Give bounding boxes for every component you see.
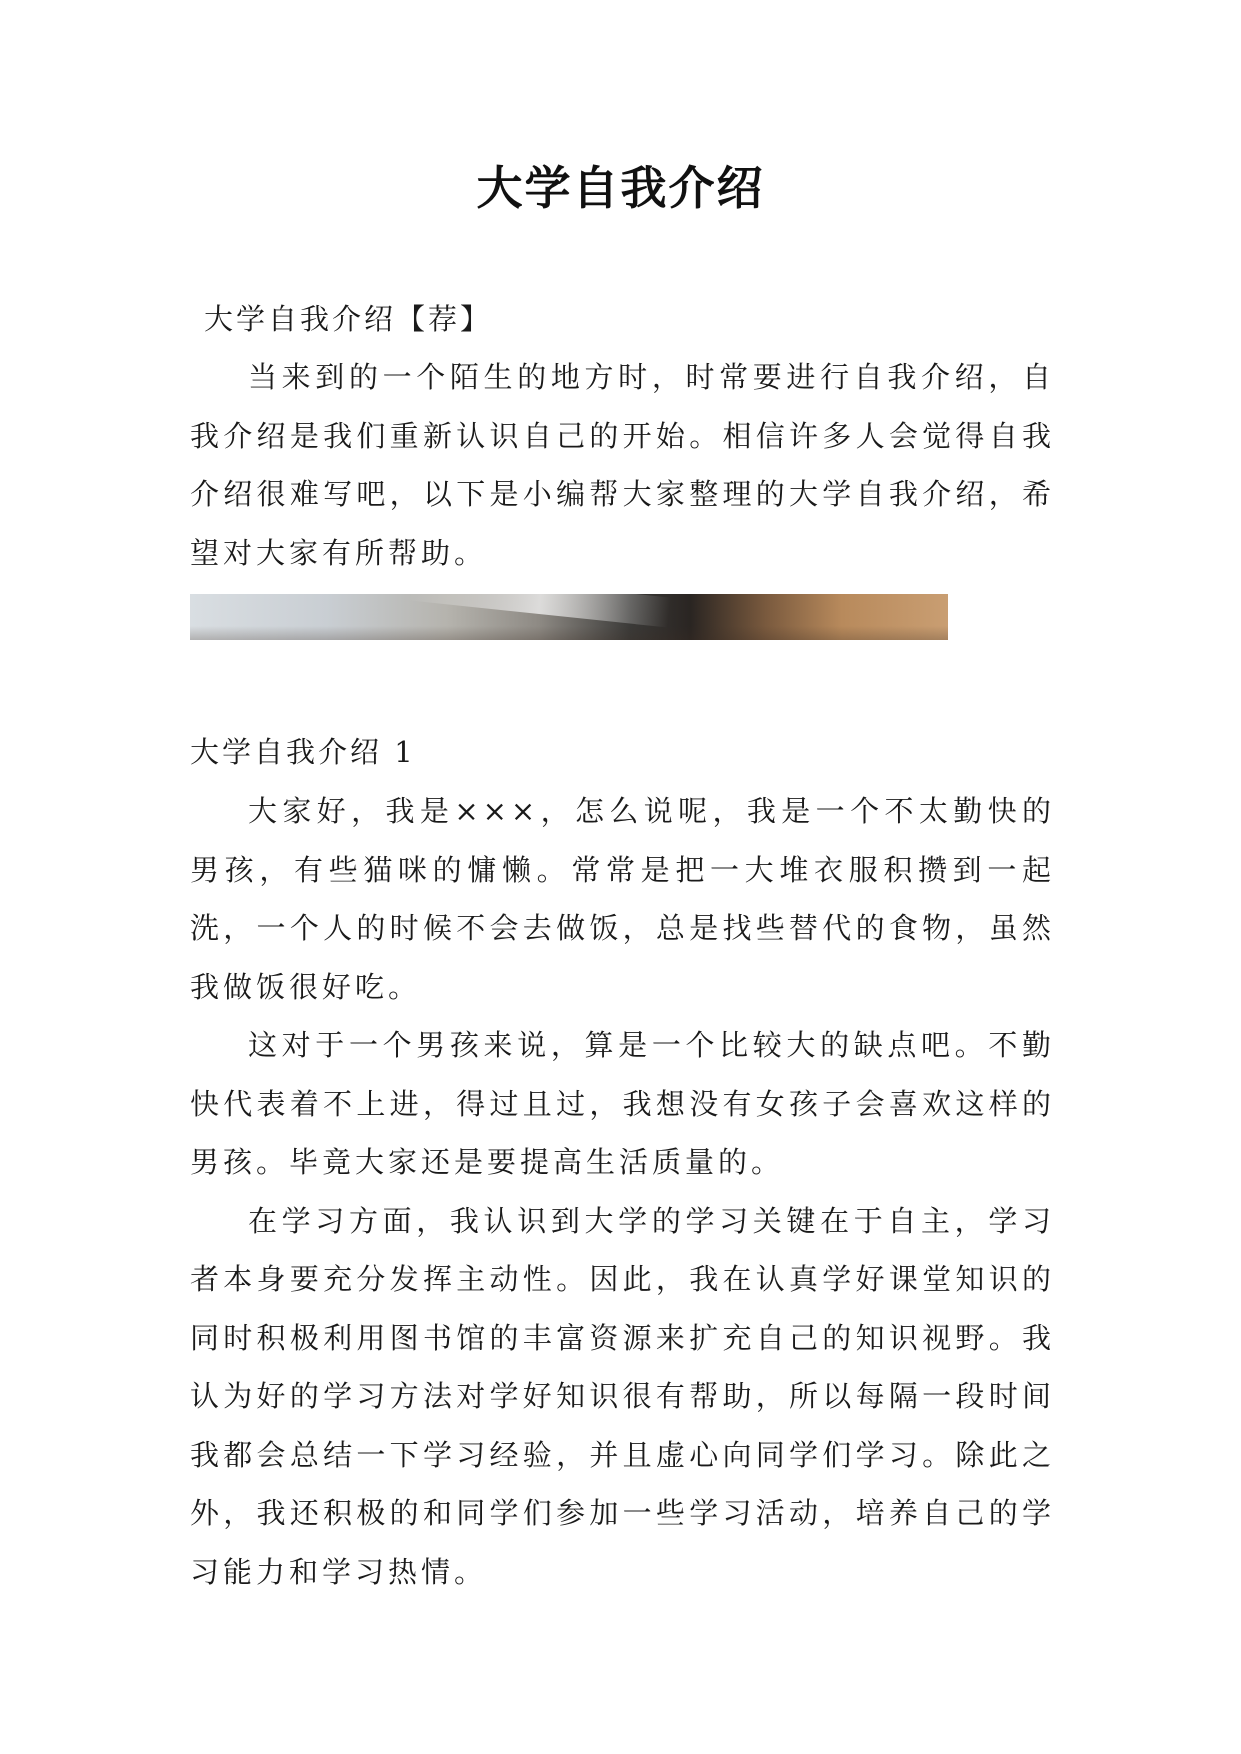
body-paragraph: 在学习方面，我认识到大学的学习关键在于自主，学习者本身要充分发挥主动性。因此，我在认真学好课堂知识的同时积极利用图书馆的丰富资源来扩充自己的知识视野。我认为好的学习方法对学好知识很有帮助，所以每隔一段时间我都会总结一下学习经验，并且虚心向同学们学习。除此之外，我还积极的和同学们参加一些学习活动，培养自己的学习能力和学习热情。 xyxy=(190,1203,1055,1589)
body-paragraph: 这对于一个男孩来说，算是一个比较大的缺点吧。不勤快代表着不上进，得过且过，我想没有女孩子会喜欢这样的男孩。毕竟大家还是要提高生活质量的。 xyxy=(190,1028,1055,1179)
banner-shadow xyxy=(190,626,948,640)
document-subtitle: 大学自我介绍【荐】 xyxy=(204,302,493,336)
body-paragraph: 大家好，我是×××，怎么说呢，我是一个不太勤快的男孩，有些猫咪的慵懒。常常是把一大堆衣服积攒到一起洗，一个人的时候不会去做饭，总是找些替代的食物，虽然我做饭很好吃。 xyxy=(190,794,1055,1004)
banner-sheen xyxy=(409,594,671,628)
document-body xyxy=(190,290,1055,1601)
intro-paragraph: 当来到的一个陌生的地方时，时常要进行自我介绍，自我介绍是我们重新认识自己的开始。相信许多人会觉得自我介绍很难写吧，以下是小编帮大家整理的大学自我介绍，希望对大家有所帮助。 xyxy=(190,360,1055,570)
banner-image xyxy=(190,594,948,640)
page-title: 大学自我介绍 xyxy=(476,161,765,215)
section-heading: 大学自我介绍 1 xyxy=(190,735,416,769)
